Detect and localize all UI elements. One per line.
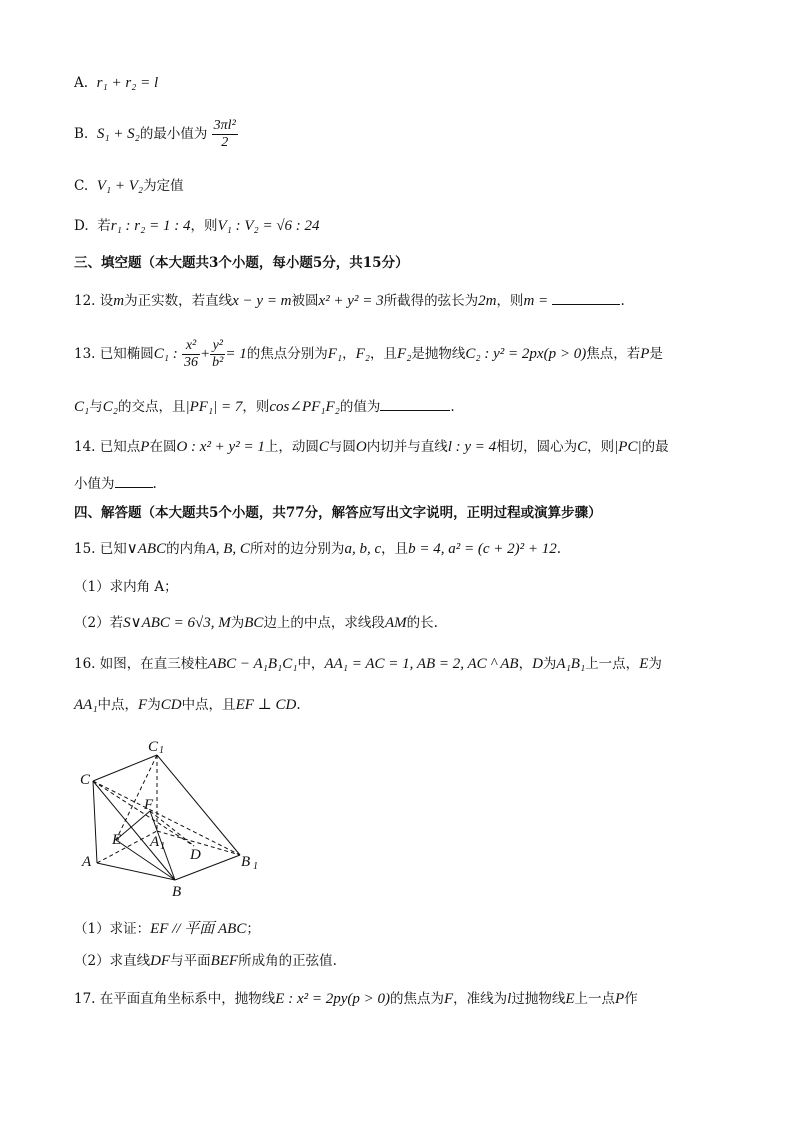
text: 边上的中点，求线段 [263,615,385,631]
text: . [152,476,157,492]
fraction [212,118,238,151]
formula: AM [384,615,407,631]
text: 与 [89,399,103,415]
formula: S∨ABC = 6√3, M [123,615,231,631]
question-16-cont [74,696,301,714]
label-e: E [112,832,122,848]
formula: BC [244,615,264,631]
formula: S₁ + S₂ [96,126,140,142]
formula: V₁ : V₂ = √6 : 24 [217,218,320,234]
text: . [296,697,301,713]
formula: F₂ [397,346,412,362]
text: （1）求证： [74,921,151,937]
formula: EF ⊥ CD [235,697,297,713]
formula: P [615,991,625,1007]
section-heading: 三、填空题（本大题共3个小题，每小题5分，共15分） [74,255,409,271]
formula: + [200,346,211,362]
text: ，则 [587,439,615,455]
text: 为 [542,656,557,672]
label-b1: B [241,854,251,870]
formula: C₂ [102,399,118,415]
formula: ABC − A₁B₁C₁ [207,656,298,672]
formula: F₂ [355,346,371,362]
text: 的焦点分别为 [246,346,328,362]
text: 的焦点为 [390,991,444,1007]
fraction [182,338,200,371]
text: ； [246,921,260,937]
question-16 [74,655,662,673]
denominator: b² [212,355,224,370]
formula: O [355,439,367,455]
option-label: D. [74,218,89,234]
formula: AA₁ [74,697,98,713]
formula: E [639,656,649,672]
formula: CD [160,697,182,713]
question-16-part-2 [74,952,337,970]
formula: x² + y² = 3 [318,293,384,309]
text: . [620,293,625,309]
formula: P [140,439,150,455]
option-text: 的最小值为 [139,126,208,142]
text: 过抛物线 [511,991,566,1007]
prism-figure [74,738,274,900]
text: ，则 [496,293,524,309]
text: 若 [97,218,111,234]
text: （2）求直线 [74,953,151,969]
text: 已知 [99,541,127,557]
text: ，且 [370,346,398,362]
section-heading: 四、解答题（本大题共5个小题，共77分，解答应写出文字说明，正明过程或演算步骤） [74,505,602,521]
question-17 [74,990,638,1008]
question-15 [74,540,561,558]
text: ，则 [242,399,270,415]
text: 的内角 [166,541,207,557]
formula: m [113,293,125,309]
edge-b-b1 [175,855,240,880]
text: 的交点，且 [117,399,186,415]
formula: b = 4, a² = (c + 2)² + 12 [408,541,557,557]
edge-c1-b1 [157,755,240,855]
text: 在圆 [149,439,177,455]
text: 上一点， [585,656,640,672]
segment-c-d-dashed [93,781,194,846]
answer-blank[interactable] [380,396,450,411]
formula: F [138,697,148,713]
text: 小值为 [74,476,115,492]
text: 焦点，若 [586,346,641,362]
formula: a, b, c [344,541,382,557]
option-a [74,74,158,92]
question-number: 15. [74,541,96,557]
text: 已知点 [99,439,141,455]
label-b: B [172,884,182,900]
text: 中点， [97,697,139,713]
edge-c-c1 [93,755,157,781]
denominator: 2 [221,135,229,150]
text: 是抛物线 [411,346,466,362]
option-b [74,118,238,151]
text: 与圆 [328,439,356,455]
formula: l : y = 4 [447,439,497,455]
text: ，准线为 [453,991,508,1007]
label-c: C [80,772,91,788]
numerator: x² [182,338,200,355]
option-label: B. [74,126,89,142]
label-a1: A [150,834,160,850]
formula: E : x² = 2py [275,991,348,1007]
formula: E [565,991,575,1007]
text: 所成角的正弦值. [238,953,337,969]
question-13 [74,338,663,371]
formula: C₁ [74,399,90,415]
formula: |PC| [614,439,642,455]
formula: C [577,439,588,455]
formula: l [507,991,512,1007]
text: 的值为 [339,399,381,415]
question-16-part-1 [74,920,260,938]
text: 为 [147,697,161,713]
text: 为正实数，若直线 [124,293,233,309]
option-label: A. [74,75,89,91]
text: （2）若 [74,615,124,631]
text: 所截得的弦长为 [383,293,479,309]
formula: = 1 [225,346,247,362]
answer-blank[interactable] [115,473,153,488]
formula: C₂ : y² = 2px [465,346,544,362]
question-12 [74,290,625,310]
text: ，则 [190,218,218,234]
text: 如图，在直三棱柱 [99,656,208,672]
option-text: 为定值 [143,178,184,194]
label-d: D [190,847,201,863]
edge-c-a [93,781,97,863]
question-number: 14. [74,439,96,455]
text: . [556,541,562,557]
question-15-part-1: （1）求内角 A； [74,579,178,595]
formula: cos∠PF₁F₂ [269,399,340,415]
text: 的最 [641,439,669,455]
formula: C [318,439,329,455]
question-15-part-2 [74,614,438,632]
text: 是 [649,346,663,362]
formula: F₁ [327,346,343,362]
text: 相切，圆心为 [496,439,578,455]
answer-blank[interactable] [552,290,620,305]
formula: V₁ + V₂ [96,178,144,194]
text: 设 [99,293,114,309]
formula: F [444,991,454,1007]
formula: 2m [478,293,497,309]
formula: BEF [210,953,239,969]
text: 中点，且 [181,697,236,713]
text: 所对的边分别为 [249,541,345,557]
text: ， [518,656,533,672]
label-subscript: 1 [253,861,258,872]
denominator: 36 [184,355,199,370]
formula: EF // 平面 ABC [150,921,247,937]
text: 与平面 [170,953,211,969]
text: 为 [230,615,245,631]
formula: O : x² + y² = 1 [176,439,265,455]
label-f: F [144,797,154,813]
text: 中， [297,656,325,672]
text: 已知椭圆 [99,346,154,362]
label-subscript: 1 [159,745,164,756]
question-13-cont [74,396,455,416]
question-number: 12. [74,293,96,309]
text: 作 [624,991,638,1007]
question-number: 17. [74,991,96,1007]
formula: |PF₁| = 7 [185,399,243,415]
formula: P [640,346,650,362]
formula: r₁ : r₂ = 1 : 4 [110,218,191,234]
formula: C₁ : [153,346,178,362]
label-c1: C [148,739,159,755]
formula: A, B, C [206,541,250,557]
question-14 [74,438,669,456]
question-14-cont [74,473,157,493]
text: 的长. [406,615,438,631]
option-c [74,177,184,195]
numerator: y² [210,338,225,355]
text: 上一点 [574,991,616,1007]
text: ， [342,346,356,362]
text: 内切并与直线 [366,439,448,455]
text: 被圆 [291,293,319,309]
option-d [74,217,320,235]
option-label: C. [74,178,89,194]
text: . [450,399,455,415]
formula: DF [150,953,171,969]
question-number: 13. [74,346,96,362]
formula: AA₁ = AC = 1, AB = 2, AC ^ AB [324,656,519,672]
label-subscript: 1 [160,841,165,852]
formula: (p > 0) [543,346,587,362]
label-a: A [82,854,92,870]
question-number: 16. [74,656,96,672]
numerator: 3πl² [213,118,236,133]
text: 上，动圆 [264,439,319,455]
text: ，且 [381,541,409,557]
text: 在平面直角坐标系中，抛物线 [99,991,276,1007]
formula: m = [523,293,549,309]
formula: r₁ + r₂ = l [96,75,159,91]
formula: D [532,656,543,672]
fraction [210,338,225,371]
formula: (p > 0) [347,991,390,1007]
formula: ∨ABC [126,541,167,557]
text: 为 [648,656,662,672]
formula: A₁B₁ [556,656,586,672]
formula: x − y = m [232,293,292,309]
